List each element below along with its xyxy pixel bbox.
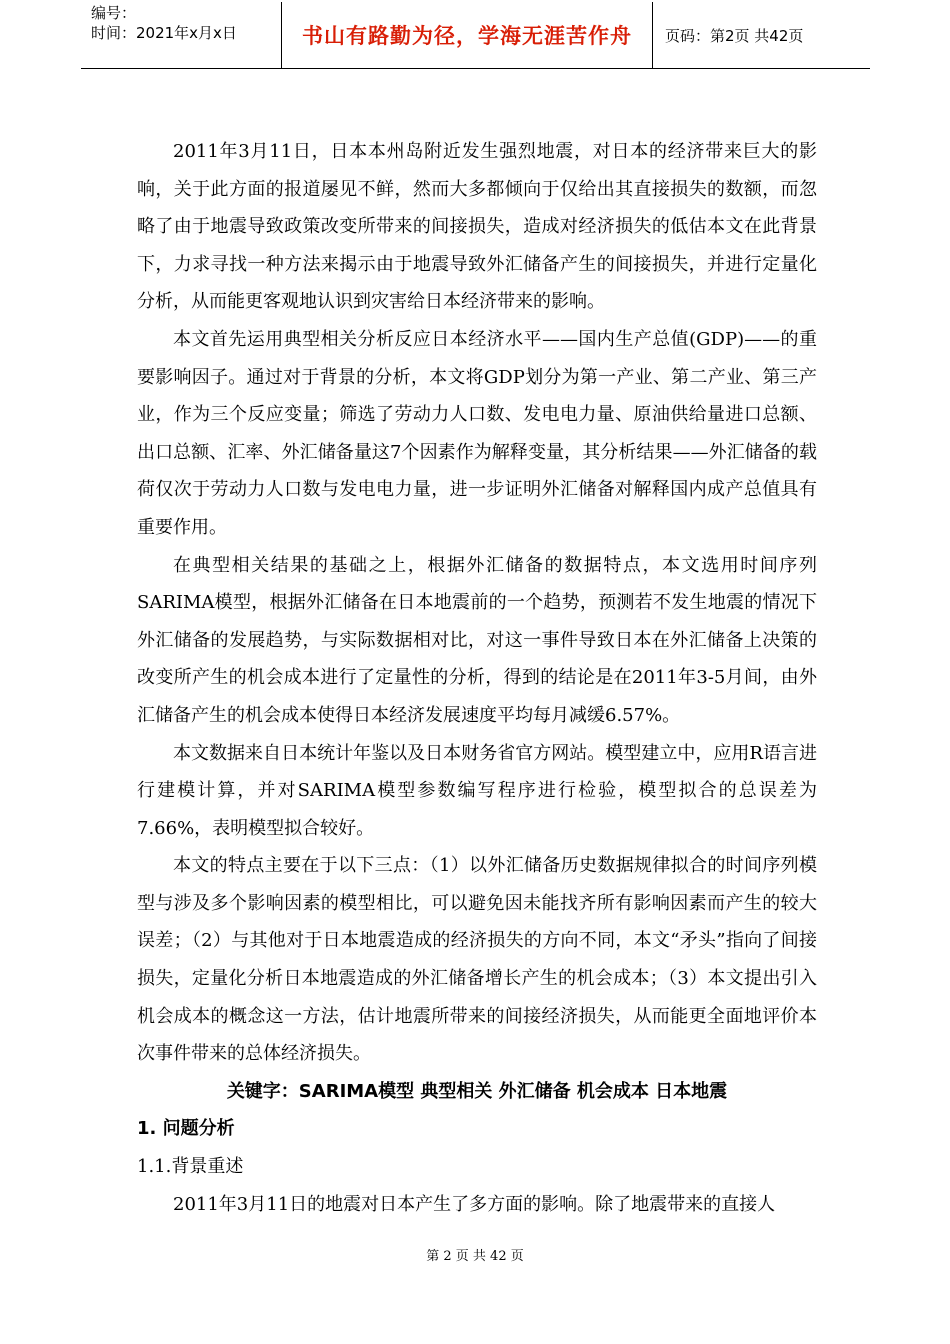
header-page-code: 页码：第2页 共42页 [665,26,804,45]
body-paragraph: 本文首先运用典型相关分析反应日本经济水平——国内生产总值(GDP)——的重要影响因子。通过对于背景的分析，本文将GDP划分为第一产业、第二产业、第三产业，作为三个反应变量；筛选了劳动力人口数、发电电力量、原油供给量进口总额、出口总额、汇率、外汇储备量这7个因素作为解释变量，其分析结果——外汇储备的载荷仅次于劳动力人口数与发电电力量，进一步证明外汇储备对解释国内成产总值具有重要作用。 [137,328,817,538]
header-motto-cell [282,2,653,68]
page-header [81,2,870,69]
document-number-label: 编号： [91,4,137,22]
header-motto: 书山有路勤为径，学海无涯苦作舟 [302,24,632,48]
body-paragraph: 本文的特点主要在于以下三点：（1）以外汇储备历史数据规律拟合的时间序列模型与涉及多个影响因素的模型相比，可以避免因未能找齐所有影响因素而产生的较大误差；（2）与其他对于日本地震造成的经济损失的方向不同，本文“矛头”指向了间接损失，定量化分析日本地震造成的外汇储备增长产生的机会成本；（3）本文提出引入机会成本的概念这一方法，估计地震所带来的间接经济损失，从而能更全面地评价本次事件带来的总体经济损失。 [137,855,817,1065]
subsection-heading: 1.1.背景重述 [137,1156,244,1178]
section-heading: 1. 问题分析 [137,1118,235,1140]
document-body [137,133,817,1223]
page-footer: 第 2 页 共 42 页 [426,1249,524,1264]
document-time-label: 时间：2021年x月x日 [91,24,237,42]
header-page-cell [653,2,870,68]
body-paragraph: 在典型相关结果的基础之上，根据外汇储备的数据特点，本文选用时间序列SARIMA模型，根据外汇储备在日本地震前的一个趋势，预测若不发生地震的情况下外汇储备的发展趋势，与实际数据相对比，对这一事件导致日本在外汇储备上决策的改变所产生的机会成本进行了定量性的分析，得到的结论是在2011年3-5月间，由外汇储备产生的机会成本使得日本经济发展速度平均每月减缓6.57%。 [137,554,817,726]
keywords-line: 关键字：SARIMA模型 典型相关 外汇储备 机会成本 日本地震 [226,1080,728,1102]
body-paragraph: 本文数据来自日本统计年鉴以及日本财务省官方网站。模型建立中，应用R语言进行建模计算，并对SARIMA模型参数编写程序进行检验，模型拟合的总误差为7.66%，表明模型拟合较好。 [137,742,817,839]
body-paragraph: 2011年3月11日的地震对日本产生了多方面的影响。除了地震带来的直接人 [173,1193,776,1215]
header-left-cell [81,2,282,68]
body-paragraph: 2011年3月11日，日本本州岛附近发生强烈地震，对日本的经济带来巨大的影响，关于此方面的报道屡见不鲜，然而大多都倾向于仅给出其直接损失的数额，而忽略了由于地震导致政策改变所带来的间接损失，造成对经济损失的低估本文在此背景下，力求寻找一种方法来揭示由于地震导致外汇储备产生的间接损失，并进行定量化分析，从而能更客观地认识到灾害给日本经济带来的影响。 [137,141,817,313]
